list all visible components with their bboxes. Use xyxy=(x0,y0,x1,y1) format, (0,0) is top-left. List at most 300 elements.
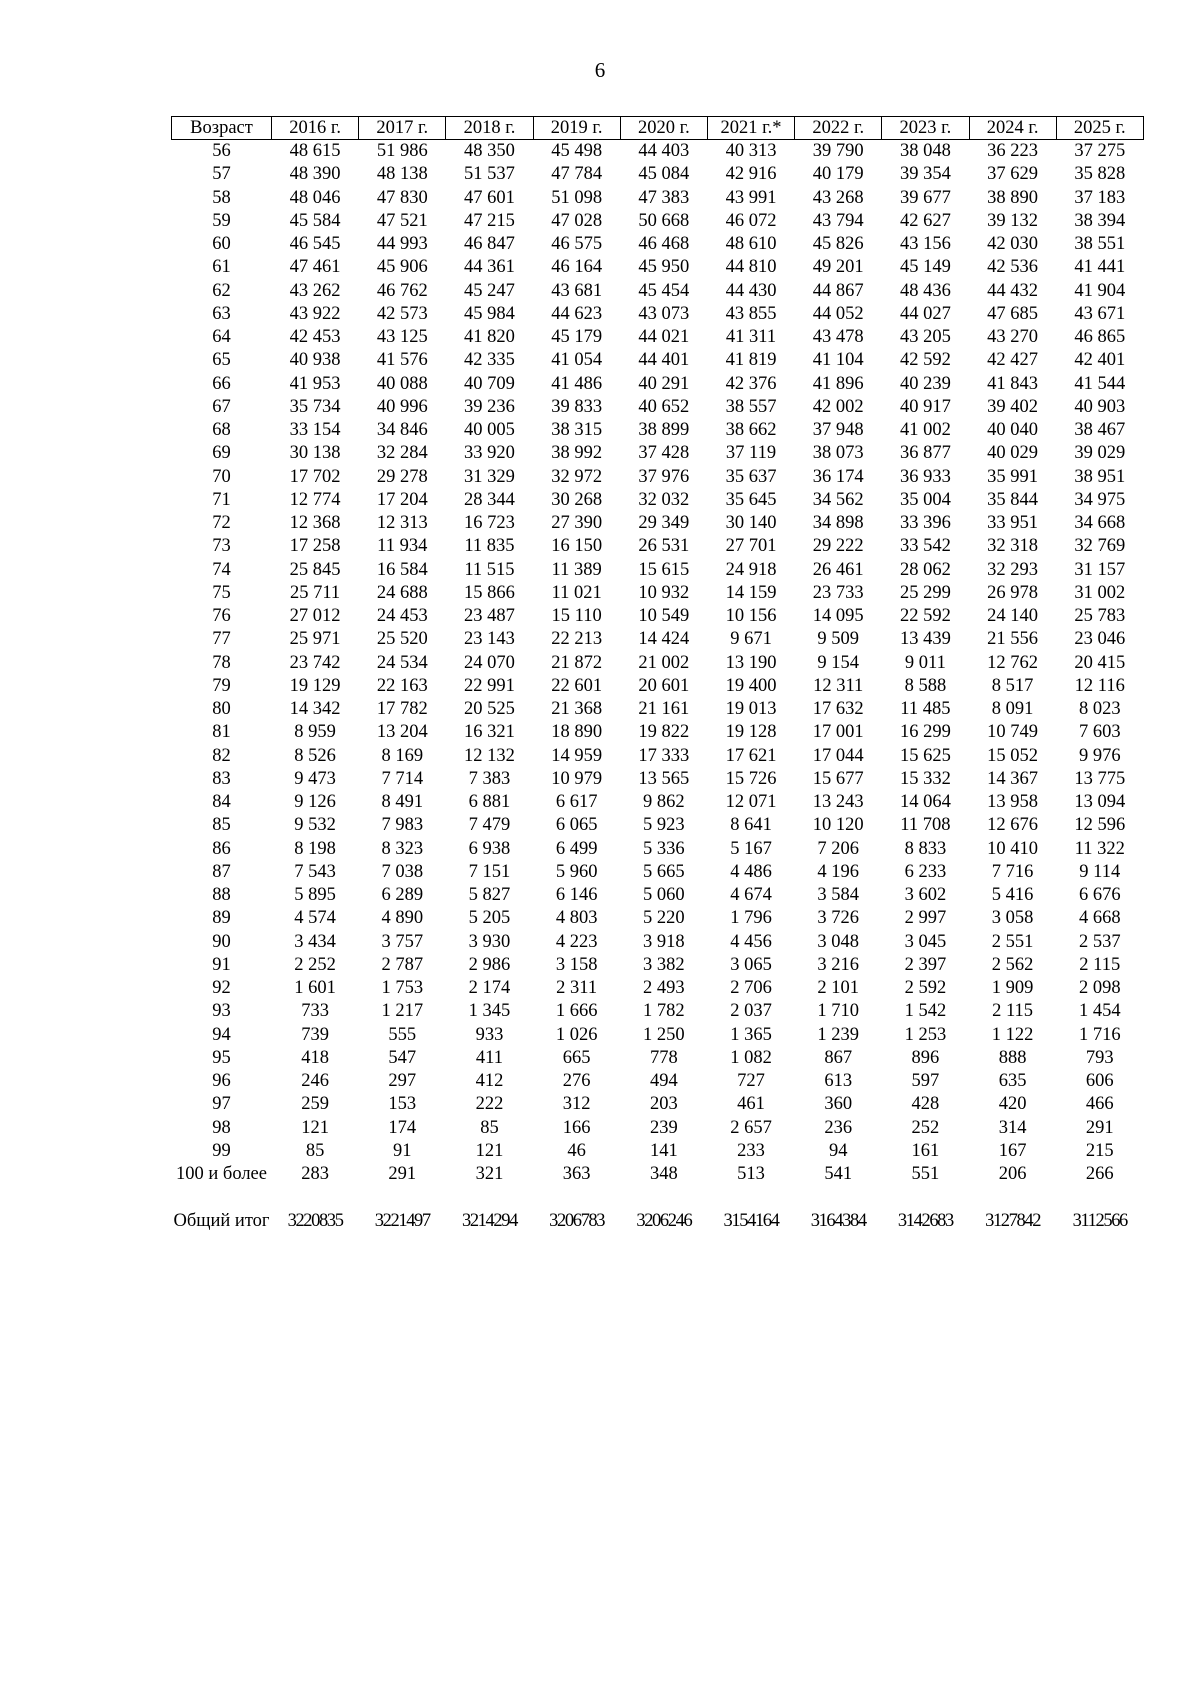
value-cell: 85 xyxy=(480,1117,499,1138)
value-cell: 10 156 xyxy=(725,606,777,626)
value-cell: 43 681 xyxy=(551,280,603,301)
value-cell: 33 951 xyxy=(987,513,1039,533)
value-cell: 24 534 xyxy=(376,652,428,673)
value-cell: 2 252 xyxy=(294,954,336,975)
age-cell: 62 xyxy=(212,280,231,301)
value-cell: 48 350 xyxy=(464,141,515,161)
value-cell: 4 486 xyxy=(730,861,772,882)
value-cell: 38 899 xyxy=(638,420,690,440)
value-cell: 32 318 xyxy=(987,536,1039,557)
table-row xyxy=(172,233,1144,256)
value-cell: 31 157 xyxy=(1074,559,1126,580)
value-cell: 17 782 xyxy=(376,699,428,719)
value-cell: 5 923 xyxy=(643,815,685,836)
value-cell: 461 xyxy=(737,1094,765,1115)
value-cell: 3 602 xyxy=(904,885,947,905)
value-cell: 11 485 xyxy=(900,699,951,719)
value-cell: 27 012 xyxy=(289,606,341,626)
table-row xyxy=(172,396,1144,419)
value-cell: 48 138 xyxy=(376,164,428,185)
value-cell: 2 997 xyxy=(904,908,947,929)
table-row xyxy=(172,814,1144,837)
age-cell: 73 xyxy=(212,536,231,557)
value-cell: 11 021 xyxy=(551,582,602,603)
value-cell: 41 104 xyxy=(812,350,864,371)
value-cell: 203 xyxy=(649,1094,678,1115)
value-cell: 541 xyxy=(824,1164,853,1184)
value-cell: 17 044 xyxy=(812,745,864,766)
value-cell: 1 716 xyxy=(1078,1024,1121,1045)
value-cell: 46 xyxy=(567,1140,586,1161)
value-cell: 23 733 xyxy=(812,582,864,603)
value-cell: 17 632 xyxy=(812,699,864,719)
value-cell: 42 376 xyxy=(725,373,777,394)
value-cell: 32 284 xyxy=(376,443,428,464)
value-cell: 739 xyxy=(301,1024,329,1045)
age-cell: 78 xyxy=(212,652,231,673)
value-cell: 3 058 xyxy=(991,908,1034,929)
table-row xyxy=(172,628,1144,651)
age-cell: 97 xyxy=(212,1094,231,1115)
value-cell: 8 023 xyxy=(1078,699,1121,719)
value-cell: 15 625 xyxy=(899,745,951,766)
value-cell: 46 468 xyxy=(638,234,690,254)
value-cell: 5 895 xyxy=(294,885,336,905)
value-cell: 42 002 xyxy=(812,396,864,417)
value-cell: 312 xyxy=(562,1094,591,1115)
value-cell: 38 951 xyxy=(1074,466,1126,487)
value-cell: 45 084 xyxy=(638,164,690,185)
value-cell: 2 311 xyxy=(556,978,598,998)
value-cell: 12 311 xyxy=(813,675,864,696)
header-row xyxy=(172,117,1144,140)
table-row xyxy=(172,326,1144,349)
value-cell: 17 621 xyxy=(725,745,777,766)
header-year: 2025 г. xyxy=(1056,117,1143,140)
value-cell: 291 xyxy=(1085,1117,1114,1138)
value-cell: 11 708 xyxy=(900,815,951,836)
value-cell: 1 253 xyxy=(904,1024,947,1045)
value-cell: 314 xyxy=(998,1117,1027,1138)
value-cell: 37 948 xyxy=(812,420,864,440)
value-cell: 11 322 xyxy=(1074,838,1125,859)
value-cell: 2 493 xyxy=(643,978,685,998)
value-cell: 44 430 xyxy=(725,280,777,301)
value-cell: 23 143 xyxy=(464,629,515,650)
value-cell: 26 531 xyxy=(638,536,690,557)
value-cell: 793 xyxy=(1085,1047,1114,1068)
value-cell: 13 958 xyxy=(987,792,1039,812)
value-cell: 35 844 xyxy=(987,489,1039,510)
value-cell: 23 742 xyxy=(289,652,341,673)
value-cell: 4 668 xyxy=(1078,908,1121,929)
value-cell: 23 487 xyxy=(464,606,515,626)
value-cell: 34 668 xyxy=(1074,513,1126,533)
value-cell: 166 xyxy=(562,1117,591,1138)
table-row xyxy=(172,512,1144,535)
value-cell: 222 xyxy=(475,1094,504,1115)
value-cell: 15 677 xyxy=(812,768,864,789)
value-cell: 40 903 xyxy=(1074,396,1126,417)
value-cell: 2 787 xyxy=(381,954,424,975)
age-cell: 75 xyxy=(212,582,231,603)
value-cell: 35 004 xyxy=(899,489,951,510)
value-cell: 46 865 xyxy=(1074,327,1126,347)
value-cell: 7 543 xyxy=(294,861,336,882)
value-cell: 41 544 xyxy=(1074,373,1126,394)
table-row xyxy=(172,1140,1144,1163)
value-cell: 44 052 xyxy=(812,303,864,324)
table-row xyxy=(172,1070,1144,1093)
value-cell: 40 291 xyxy=(638,373,690,394)
value-cell: 43 262 xyxy=(289,280,341,301)
value-cell: 420 xyxy=(998,1094,1027,1115)
value-cell: 31 002 xyxy=(1074,582,1126,603)
value-cell: 45 149 xyxy=(899,257,951,278)
value-cell: 27 701 xyxy=(725,536,777,557)
value-cell: 16 584 xyxy=(376,559,428,580)
value-cell: 348 xyxy=(649,1164,678,1184)
value-cell: 14 159 xyxy=(725,582,777,603)
value-cell: 1 753 xyxy=(381,978,424,998)
age-cell: 69 xyxy=(212,443,231,464)
value-cell: 51 537 xyxy=(464,164,515,185)
value-cell: 161 xyxy=(911,1140,940,1161)
value-cell: 6 617 xyxy=(555,792,598,812)
table-row xyxy=(172,768,1144,791)
value-cell: 10 979 xyxy=(551,768,603,789)
value-cell: 46 545 xyxy=(289,234,341,254)
value-cell: 85 xyxy=(305,1140,325,1161)
value-cell: 9 862 xyxy=(643,792,685,812)
value-cell: 933 xyxy=(475,1024,504,1045)
value-cell: 29 222 xyxy=(812,536,864,557)
value-cell: 733 xyxy=(301,1001,329,1022)
value-cell: 47 830 xyxy=(376,187,428,208)
value-cell: 2 551 xyxy=(991,931,1034,952)
value-cell: 41 311 xyxy=(725,327,777,347)
value-cell: 867 xyxy=(824,1047,853,1068)
value-cell: 44 403 xyxy=(638,141,690,161)
value-cell: 7 714 xyxy=(381,768,424,789)
value-cell: 246 xyxy=(301,1071,329,1091)
value-cell: 6 881 xyxy=(468,792,511,812)
value-cell: 2 537 xyxy=(1078,931,1121,952)
value-cell: 9 473 xyxy=(294,768,336,789)
value-cell: 22 991 xyxy=(464,675,515,696)
age-cell: 100 и более xyxy=(176,1164,267,1184)
value-cell: 7 038 xyxy=(381,861,424,882)
value-cell: 30 140 xyxy=(725,513,777,533)
table-row xyxy=(172,1093,1144,1116)
table-row xyxy=(172,907,1144,930)
value-cell: 43 991 xyxy=(725,187,777,208)
value-cell: 47 521 xyxy=(376,210,428,231)
value-cell: 466 xyxy=(1085,1094,1114,1115)
table-row xyxy=(172,675,1144,698)
value-cell: 360 xyxy=(824,1094,853,1115)
value-cell: 14 367 xyxy=(987,768,1039,789)
value-cell: 37 976 xyxy=(638,466,690,487)
value-cell: 14 424 xyxy=(638,629,690,650)
age-cell: 64 xyxy=(212,327,231,347)
value-cell: 11 835 xyxy=(464,536,515,557)
value-cell: 48 390 xyxy=(289,164,341,185)
table-row xyxy=(172,256,1144,279)
value-cell: 43 671 xyxy=(1074,303,1126,324)
age-cell: 82 xyxy=(212,745,231,766)
value-cell: 47 028 xyxy=(551,210,603,231)
value-cell: 2 592 xyxy=(904,978,947,998)
value-cell: 1 365 xyxy=(730,1024,772,1045)
value-cell: 17 001 xyxy=(812,722,864,743)
value-cell: 19 129 xyxy=(289,675,341,696)
value-cell: 727 xyxy=(737,1071,765,1091)
value-cell: 43 156 xyxy=(899,234,951,254)
header-age: Возраст xyxy=(172,117,272,140)
table-row xyxy=(172,373,1144,396)
value-cell: 25 845 xyxy=(289,559,341,580)
value-cell: 12 596 xyxy=(1074,815,1126,836)
value-cell: 20 601 xyxy=(638,675,690,696)
value-cell: 37 183 xyxy=(1074,187,1126,208)
age-cell: 56 xyxy=(212,141,231,161)
value-cell: 22 163 xyxy=(376,675,428,696)
age-cell: 89 xyxy=(212,908,231,929)
value-cell: 266 xyxy=(1085,1164,1114,1184)
header-year: 2022 г. xyxy=(795,117,882,140)
value-cell: 41 002 xyxy=(899,420,951,440)
table-row xyxy=(172,745,1144,768)
value-cell: 2 397 xyxy=(904,954,947,975)
value-cell: 38 557 xyxy=(725,396,777,417)
value-cell: 3 216 xyxy=(817,954,860,975)
value-cell: 33 396 xyxy=(899,513,951,533)
value-cell: 7 151 xyxy=(468,861,511,882)
value-cell: 3 065 xyxy=(730,954,772,975)
value-cell: 2 174 xyxy=(468,978,511,998)
value-cell: 9 509 xyxy=(817,629,860,650)
value-cell: 39 132 xyxy=(987,210,1039,231)
value-cell: 14 342 xyxy=(289,699,341,719)
age-cell: 58 xyxy=(212,187,231,208)
value-cell: 896 xyxy=(911,1047,940,1068)
value-cell: 153 xyxy=(388,1094,417,1115)
value-cell: 12 676 xyxy=(987,815,1039,836)
age-cell: 65 xyxy=(212,350,231,371)
table-row xyxy=(172,791,1144,814)
value-cell: 1 239 xyxy=(817,1024,860,1045)
value-cell: 5 416 xyxy=(991,885,1034,905)
value-cell: 12 762 xyxy=(987,652,1039,673)
value-cell: 252 xyxy=(911,1117,940,1138)
value-cell: 41 486 xyxy=(551,373,603,394)
value-cell: 321 xyxy=(475,1164,504,1184)
value-cell: 45 950 xyxy=(638,257,690,278)
value-cell: 494 xyxy=(649,1071,678,1091)
value-cell: 9 532 xyxy=(294,815,336,836)
value-cell: 8 526 xyxy=(294,745,336,766)
value-cell: 5 060 xyxy=(643,885,685,905)
value-cell: 40 709 xyxy=(464,373,515,394)
value-cell: 34 975 xyxy=(1074,489,1126,510)
value-cell: 3 045 xyxy=(904,931,947,952)
value-cell: 1 122 xyxy=(991,1024,1034,1045)
age-cell: 81 xyxy=(212,722,231,743)
value-cell: 43 794 xyxy=(812,210,864,231)
value-cell: 9 126 xyxy=(294,792,336,812)
value-cell: 2 562 xyxy=(991,954,1034,975)
value-cell: 121 xyxy=(475,1140,504,1161)
value-cell: 29 349 xyxy=(638,513,690,533)
value-cell: 36 223 xyxy=(987,141,1039,161)
value-cell: 40 938 xyxy=(289,350,341,371)
value-cell: 40 652 xyxy=(638,396,690,417)
value-cell: 41 820 xyxy=(464,327,515,347)
table-row xyxy=(172,1117,1144,1140)
value-cell: 39 354 xyxy=(899,164,951,185)
value-cell: 1 082 xyxy=(730,1047,772,1068)
value-cell: 43 268 xyxy=(812,187,864,208)
table-header xyxy=(172,117,1144,140)
value-cell: 42 453 xyxy=(289,327,341,347)
value-cell: 215 xyxy=(1085,1140,1114,1161)
value-cell: 12 774 xyxy=(289,489,341,510)
table-row xyxy=(172,419,1144,442)
value-cell: 94 xyxy=(828,1140,848,1161)
value-cell: 3 048 xyxy=(817,931,860,952)
value-cell: 42 335 xyxy=(464,350,515,371)
value-cell: 121 xyxy=(301,1117,329,1138)
age-cell: 95 xyxy=(212,1047,231,1068)
value-cell: 8 588 xyxy=(904,675,947,696)
table-row xyxy=(172,1024,1144,1047)
value-cell: 39 677 xyxy=(899,187,951,208)
value-cell: 3 726 xyxy=(817,908,860,929)
value-cell: 11 389 xyxy=(551,559,602,580)
header-year: 2019 г. xyxy=(533,117,620,140)
value-cell: 21 872 xyxy=(551,652,603,673)
value-cell: 91 xyxy=(393,1140,412,1161)
value-cell: 7 983 xyxy=(381,815,424,836)
value-cell: 45 584 xyxy=(289,210,341,231)
value-cell: 44 867 xyxy=(812,280,864,301)
value-cell: 38 992 xyxy=(551,443,603,464)
value-cell: 259 xyxy=(301,1094,329,1115)
table-row xyxy=(172,442,1144,465)
value-cell: 5 205 xyxy=(468,908,511,929)
header-year: 2020 г. xyxy=(620,117,707,140)
age-cell: 76 xyxy=(212,606,231,626)
value-cell: 38 890 xyxy=(987,187,1039,208)
value-cell: 15 615 xyxy=(638,559,690,580)
value-cell: 239 xyxy=(649,1117,678,1138)
value-cell: 40 239 xyxy=(899,373,951,394)
table-row xyxy=(172,559,1144,582)
value-cell: 43 922 xyxy=(289,303,341,324)
value-cell: 32 032 xyxy=(638,489,690,510)
age-cell: 94 xyxy=(212,1024,231,1045)
value-cell: 363 xyxy=(562,1164,591,1184)
value-cell: 35 734 xyxy=(289,396,341,417)
value-cell: 6 938 xyxy=(468,838,511,859)
table-row xyxy=(172,861,1144,884)
value-cell: 9 114 xyxy=(1079,861,1121,882)
value-cell: 44 027 xyxy=(899,303,951,324)
value-cell: 16 723 xyxy=(464,513,515,533)
value-cell: 3142683 xyxy=(897,1210,953,1231)
value-cell: 3 757 xyxy=(381,931,424,952)
value-cell: 665 xyxy=(562,1047,591,1068)
value-cell: 22 213 xyxy=(551,629,603,650)
age-cell: 66 xyxy=(212,373,231,394)
value-cell: 3 918 xyxy=(643,931,685,952)
age-cell: 91 xyxy=(212,954,231,975)
age-cell: 87 xyxy=(212,861,231,882)
value-cell: 3221497 xyxy=(374,1210,430,1231)
value-cell: 19 400 xyxy=(725,675,777,696)
value-cell: 40 029 xyxy=(987,443,1039,464)
value-cell: 4 803 xyxy=(555,908,598,929)
value-cell: 12 071 xyxy=(725,792,777,812)
table-row xyxy=(172,489,1144,512)
value-cell: 5 960 xyxy=(555,861,598,882)
value-cell: 41 576 xyxy=(376,350,428,371)
value-cell: 31 329 xyxy=(464,466,515,487)
value-cell: 44 361 xyxy=(464,257,515,278)
value-cell: 40 040 xyxy=(987,420,1039,440)
value-cell: 34 846 xyxy=(376,420,428,440)
value-cell: 25 299 xyxy=(899,582,951,603)
value-cell: 16 321 xyxy=(464,722,515,743)
value-cell: 45 826 xyxy=(812,234,864,254)
value-cell: 6 289 xyxy=(381,885,424,905)
value-cell: 30 138 xyxy=(289,443,341,464)
value-cell: 21 368 xyxy=(551,699,603,719)
age-cell: 85 xyxy=(212,815,231,836)
value-cell: 25 520 xyxy=(376,629,428,650)
value-cell: 4 223 xyxy=(555,931,598,952)
value-cell: 44 432 xyxy=(987,280,1039,301)
value-cell: 7 716 xyxy=(991,861,1034,882)
value-cell: 16 299 xyxy=(899,722,951,743)
value-cell: 46 762 xyxy=(376,280,428,301)
value-cell: 19 128 xyxy=(725,722,777,743)
value-cell: 41 819 xyxy=(725,350,777,371)
value-cell: 167 xyxy=(998,1140,1027,1161)
age-cell: Общий итог xyxy=(173,1210,270,1231)
table-row xyxy=(172,280,1144,303)
age-cell: 98 xyxy=(212,1117,231,1138)
value-cell: 36 174 xyxy=(812,466,864,487)
value-cell: 36 877 xyxy=(899,443,951,464)
value-cell: 8 641 xyxy=(730,815,772,836)
value-cell: 1 909 xyxy=(991,978,1034,998)
value-cell: 24 453 xyxy=(376,606,428,626)
value-cell: 6 065 xyxy=(555,815,598,836)
value-cell: 428 xyxy=(911,1094,940,1115)
value-cell: 15 866 xyxy=(464,582,515,603)
value-cell: 38 073 xyxy=(812,443,864,464)
value-cell: 36 933 xyxy=(899,466,951,487)
value-cell: 38 551 xyxy=(1074,234,1126,254)
table-row xyxy=(172,698,1144,721)
value-cell: 291 xyxy=(388,1164,417,1184)
value-cell: 51 098 xyxy=(551,187,603,208)
value-cell: 42 573 xyxy=(376,303,428,324)
age-cell: 71 xyxy=(212,489,231,510)
value-cell: 7 603 xyxy=(1078,722,1121,743)
